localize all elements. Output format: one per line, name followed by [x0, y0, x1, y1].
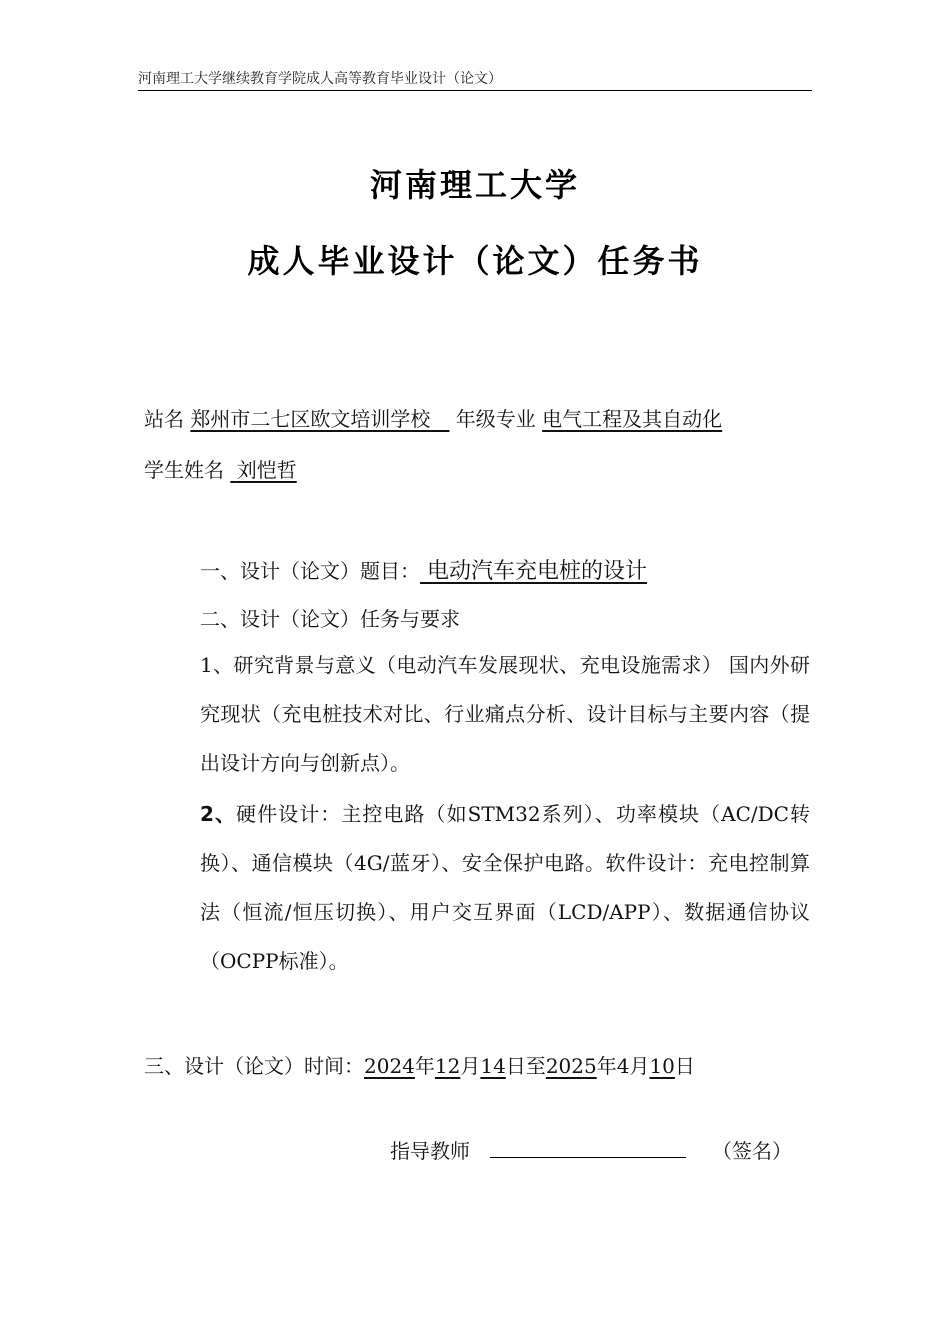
grade-major-value: 电气工程及其自动化: [542, 407, 723, 431]
task-heading: 二、设计（论文）任务与要求: [200, 607, 460, 631]
signature-line: [390, 1135, 792, 1164]
start-year: 2024: [364, 1054, 415, 1078]
month-char-2: 月: [629, 1054, 650, 1078]
year-char-2: 年: [596, 1054, 617, 1078]
info-line-2: [144, 454, 297, 483]
month-char: 月: [460, 1054, 481, 1078]
start-month: 12: [434, 1054, 461, 1078]
grade-major-label: 年级专业: [455, 407, 536, 431]
end-month: 4: [616, 1054, 630, 1078]
day-char: 日: [674, 1054, 695, 1078]
topic-line: [200, 554, 647, 585]
student-value: 刘恺哲: [236, 458, 297, 482]
title-university: 河南理工大学: [369, 166, 580, 204]
task-item-1: 1、研究背景与意义（电动汽车发展现状、充电设施需求） 国内外研究现状（充电桩技术对比、行业痛点分析、设计目标与主要内容（提出设计方向与创新点）。: [200, 653, 810, 775]
end-year: 2025: [545, 1054, 597, 1078]
end-day: 10: [649, 1054, 675, 1078]
page-header: 河南理工大学继续教育学院成人高等教育毕业设计（论文）: [138, 68, 812, 91]
station-label: 站名: [144, 407, 184, 431]
advisor-label: 指导教师: [390, 1139, 470, 1163]
task-item-2: [200, 790, 810, 986]
task-item-2-text: 硬件设计：主控电路（如STM32系列）、功率模块（AC/DC转换）、通信模块（4G/蓝牙）、安全保护电路。软件设计：充电控制算法（恒流/恒压切换）、用户交互界面（LCD/APP）、数据通信协议（OCPP标准）。: [200, 802, 810, 973]
task-item-2-number: 2、: [200, 802, 237, 826]
signature-blank[interactable]: [490, 1135, 686, 1158]
year-char: 年: [414, 1054, 435, 1078]
student-label: 学生姓名: [144, 458, 224, 482]
topic-value: 电动汽车充电桩的设计: [427, 559, 648, 584]
info-line-1: [144, 403, 722, 432]
time-label: 三、设计（论文）时间：: [144, 1054, 364, 1078]
day-to: 日至: [505, 1054, 546, 1078]
time-line: [144, 1050, 695, 1079]
signature-note: （签名）: [712, 1139, 792, 1163]
start-day: 14: [480, 1054, 506, 1078]
station-value: 郑州市二七区欧文培训学校: [190, 407, 431, 431]
topic-label: 一、设计（论文）题目：: [200, 559, 420, 583]
title-document: 成人毕业设计（论文）任务书: [247, 242, 703, 280]
